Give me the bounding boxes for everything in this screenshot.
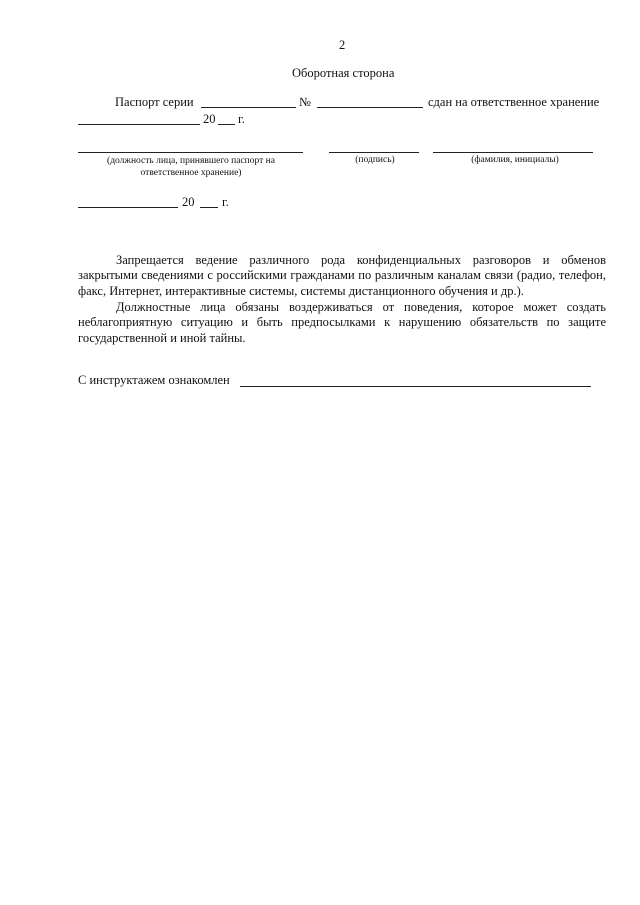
passport-number-blank	[317, 107, 423, 108]
date-year-blank	[218, 124, 235, 125]
paragraph-prohibition: Запрещается ведение различного рода конфиденциальных разговоров и обменов закрытыми сведениями с российскими гражданами по различным каналам связи (радио, телефон, факс, Интернет, интерактивные системы, системы дистанционного обучения и др.).	[78, 253, 606, 298]
passport-series-label: Паспорт серии	[115, 95, 194, 109]
passport-handed-label: сдан на ответственное хранение	[428, 95, 600, 109]
position-signature-line	[78, 152, 303, 153]
passport-number-label: №	[299, 95, 311, 109]
paragraph-obligations: Должностные лица обязаны воздерживаться от поведения, которое может создать неблагоприятную ситуацию и быть предпосылками к нарушению обязательств по защите государственной и иной тайны.	[78, 300, 606, 345]
acknowledgement-signature-line	[240, 386, 591, 387]
page-title: Оборотная сторона	[292, 66, 395, 80]
signature-line	[329, 152, 419, 153]
date2-year-blank	[200, 207, 218, 208]
position-caption: (должность лица, принявшего паспорт на ответственное хранение)	[107, 156, 275, 178]
date-day-month-blank	[78, 124, 200, 125]
date2-year-suffix: г.	[222, 195, 229, 209]
name-caption: (фамилия, инициалы)	[471, 155, 559, 165]
date-year-suffix: г.	[238, 112, 245, 126]
acknowledgement-label: С инструктажем ознакомлен	[78, 373, 230, 387]
signature-caption: (подпись)	[355, 155, 395, 165]
date-year-prefix: 20	[203, 112, 216, 126]
name-line	[433, 152, 593, 153]
passport-series-blank	[201, 107, 296, 108]
date2-day-month-blank	[78, 207, 178, 208]
page-number: 2	[339, 38, 346, 52]
date2-year-prefix: 20	[182, 195, 195, 209]
